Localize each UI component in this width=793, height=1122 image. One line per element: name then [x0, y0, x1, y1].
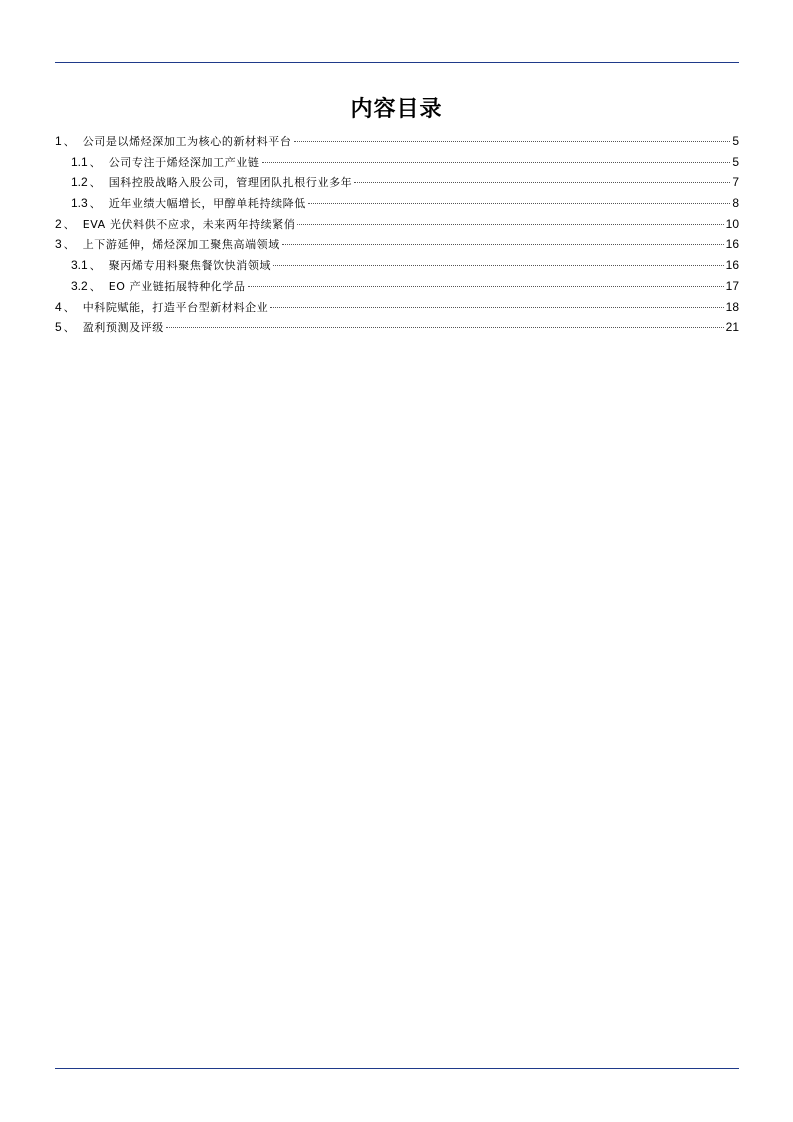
toc-separator: 、: [63, 135, 75, 148]
header-rule: [55, 62, 739, 63]
toc-entry-3-2[interactable]: [55, 276, 739, 297]
toc-entry-title: 盈利预测及评级: [82, 321, 164, 335]
toc-entry-1[interactable]: [55, 131, 739, 152]
toc-entry-page: 8: [732, 196, 739, 211]
toc-separator: 、: [63, 321, 75, 335]
dot-leader: [248, 286, 724, 287]
dot-leader: [308, 203, 730, 204]
toc-entry-title: EVA 光伏料供不应求，未来两年持续紧俏: [82, 217, 296, 231]
toc-entry-title: 聚丙烯专用料聚焦餐饮快消领域: [108, 259, 272, 273]
dot-leader: [354, 182, 730, 183]
toc-separator: 、: [89, 176, 101, 190]
toc-entry-number: 5: [55, 320, 62, 335]
toc-entry-1-2[interactable]: [55, 172, 739, 193]
toc-separator: 、: [89, 197, 101, 211]
toc-entry-page: 18: [725, 299, 739, 314]
toc-entry-3-1[interactable]: [55, 255, 739, 276]
toc-entry-4[interactable]: [55, 297, 739, 318]
toc-entry-1-1[interactable]: [55, 152, 739, 173]
page-title: 内容目录: [350, 97, 443, 122]
toc-entry-title: 公司专注于烯烃深加工产业链: [108, 155, 260, 169]
toc-entry-page: 21: [725, 320, 739, 335]
toc-entry-page: 7: [732, 175, 739, 190]
toc-separator: 、: [63, 300, 75, 314]
toc-entry-number: 3.2: [71, 278, 88, 293]
toc-separator: 、: [63, 217, 75, 231]
dot-leader: [282, 244, 724, 245]
toc-entry-number: 1: [55, 134, 62, 148]
toc-entry-2[interactable]: [55, 214, 739, 235]
toc-entry-number: 3: [55, 237, 62, 252]
dot-leader: [270, 307, 723, 308]
toc-entry-title: 中科院赋能，打造平台型新材料企业: [82, 300, 269, 314]
footer-rule: [55, 1068, 739, 1069]
toc-entry-number: 3.1: [71, 258, 88, 273]
toc-entry-number: 2: [55, 216, 62, 231]
toc-entry-page: 5: [732, 134, 739, 148]
toc-entry-title: EO 产业链拓展特种化学品: [108, 279, 246, 293]
dot-leader: [294, 141, 731, 142]
toc-entry-title: 上下游延伸，烯烃深加工聚焦高端领域: [82, 238, 280, 252]
dot-leader: [273, 265, 724, 266]
toc-entry-number: 1.2: [71, 175, 88, 190]
toc-separator: 、: [63, 238, 75, 252]
dot-leader: [297, 224, 723, 225]
toc-entry-5[interactable]: [55, 317, 739, 338]
dot-leader: [262, 162, 731, 163]
toc-entry-page: 16: [725, 237, 739, 252]
toc-entry-page: 16: [725, 258, 739, 273]
toc-separator: 、: [89, 259, 101, 273]
toc-entry-page: 5: [732, 154, 739, 169]
toc-entry-number: 1.3: [71, 196, 88, 211]
toc-entry-page: 17: [725, 278, 739, 293]
toc-separator: 、: [89, 279, 101, 293]
toc-entry-3[interactable]: [55, 234, 739, 255]
toc-entry-number: 1.1: [71, 154, 88, 169]
toc-entry-title: 近年业绩大幅增长，甲醇单耗持续降低: [108, 197, 306, 211]
toc-entry-title: 公司是以烯烃深加工为核心的新材料平台: [82, 135, 292, 148]
toc-separator: 、: [89, 155, 101, 169]
toc-entry-title: 国科控股战略入股公司，管理团队扎根行业多年: [108, 176, 353, 190]
toc-entry-number: 4: [55, 299, 62, 314]
toc-entry-page: 10: [725, 216, 739, 231]
dot-leader: [166, 327, 724, 328]
toc-entry-1-3[interactable]: [55, 193, 739, 214]
table-of-contents: [55, 131, 739, 338]
